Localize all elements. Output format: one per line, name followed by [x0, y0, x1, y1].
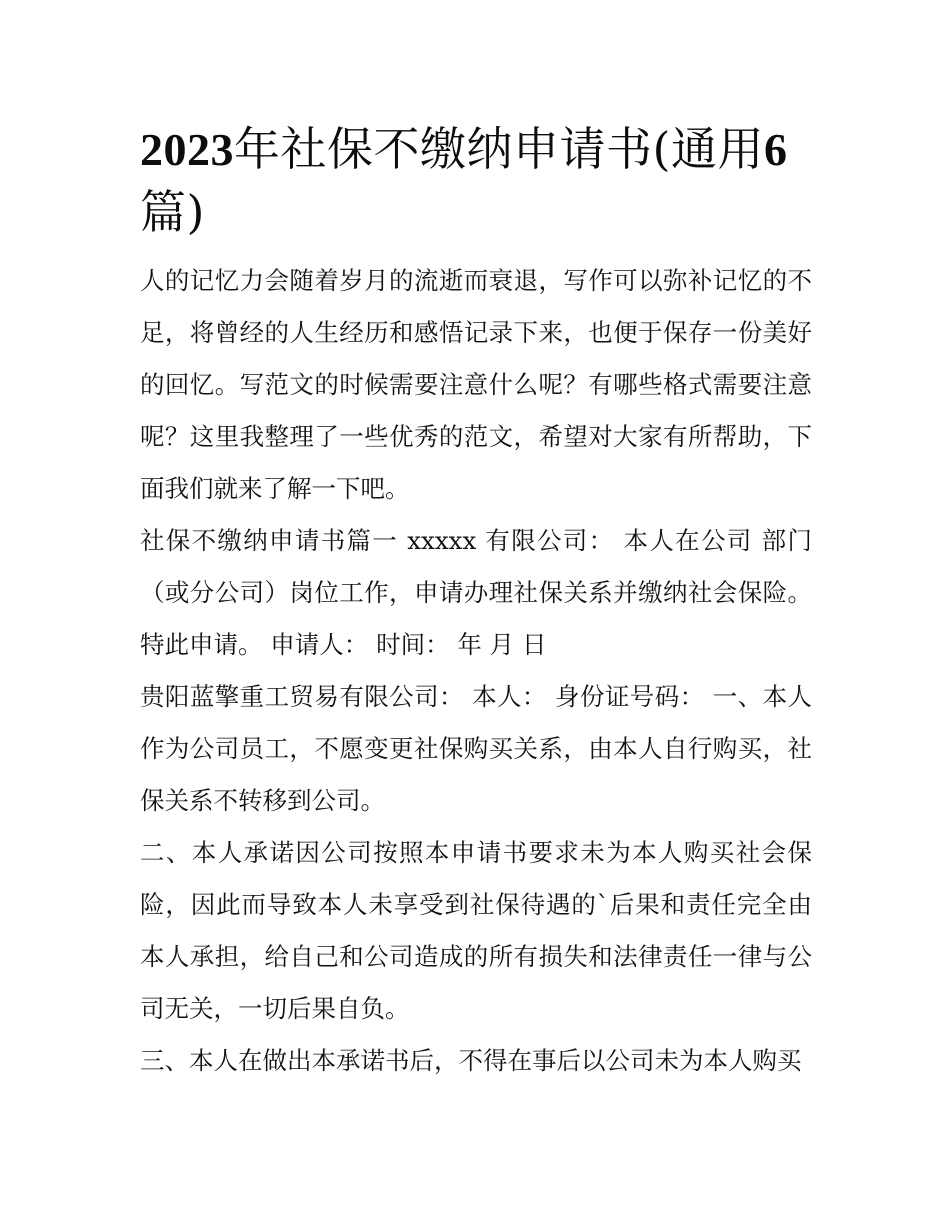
- commitment-three-paragraph: 三、本人在做出本承诺书后，不得在事后以公司未为本人购买: [140, 1046, 802, 1075]
- document-title: [140, 118, 812, 243]
- title-year: 2023: [140, 124, 234, 175]
- title-text: 年社保不缴纳申请书(通用: [234, 122, 764, 176]
- title-count: 6: [763, 124, 788, 175]
- title-suffix: 篇): [140, 185, 205, 239]
- sample-one-paragraph: 社保不缴纳申请书篇一 xxxxx 有限公司： 本人在公司 部门 （或分公司）岗位工作，申请办理社保关系并缴纳社会保险。特此申请。 申请人： 时间： 年 月 日: [140, 526, 812, 659]
- document-body: [140, 118, 812, 1087]
- intro-paragraph: 人的记忆力会随着岁月的流逝而衰退，写作可以弥补记忆的不足，将曾经的人生经历和感悟记录下来，也便于保存一份美好的回忆。写范文的时候需要注意什么呢？有哪些格式需要注意呢？这里我整理了一些优秀的范文，希望对大家有所帮助，下面我们就来了解一下吧。: [140, 266, 812, 503]
- commitment-two-paragraph: 二、本人承诺因公司按照本申请书要求未为本人购买社会保险，因此而导致本人未享受到社保待遇的`后果和责任完全由本人承担，给自己和公司造成的所有损失和法律责任一律与公司无关，一切后果自负。: [140, 838, 812, 1023]
- company-statement-paragraph: 贵阳蓝擎重工贸易有限公司： 本人： 身份证号码： 一、本人作为公司员工，不愿变更社保购买关系，由本人自行购买，社保关系不转移到公司。: [140, 682, 812, 815]
